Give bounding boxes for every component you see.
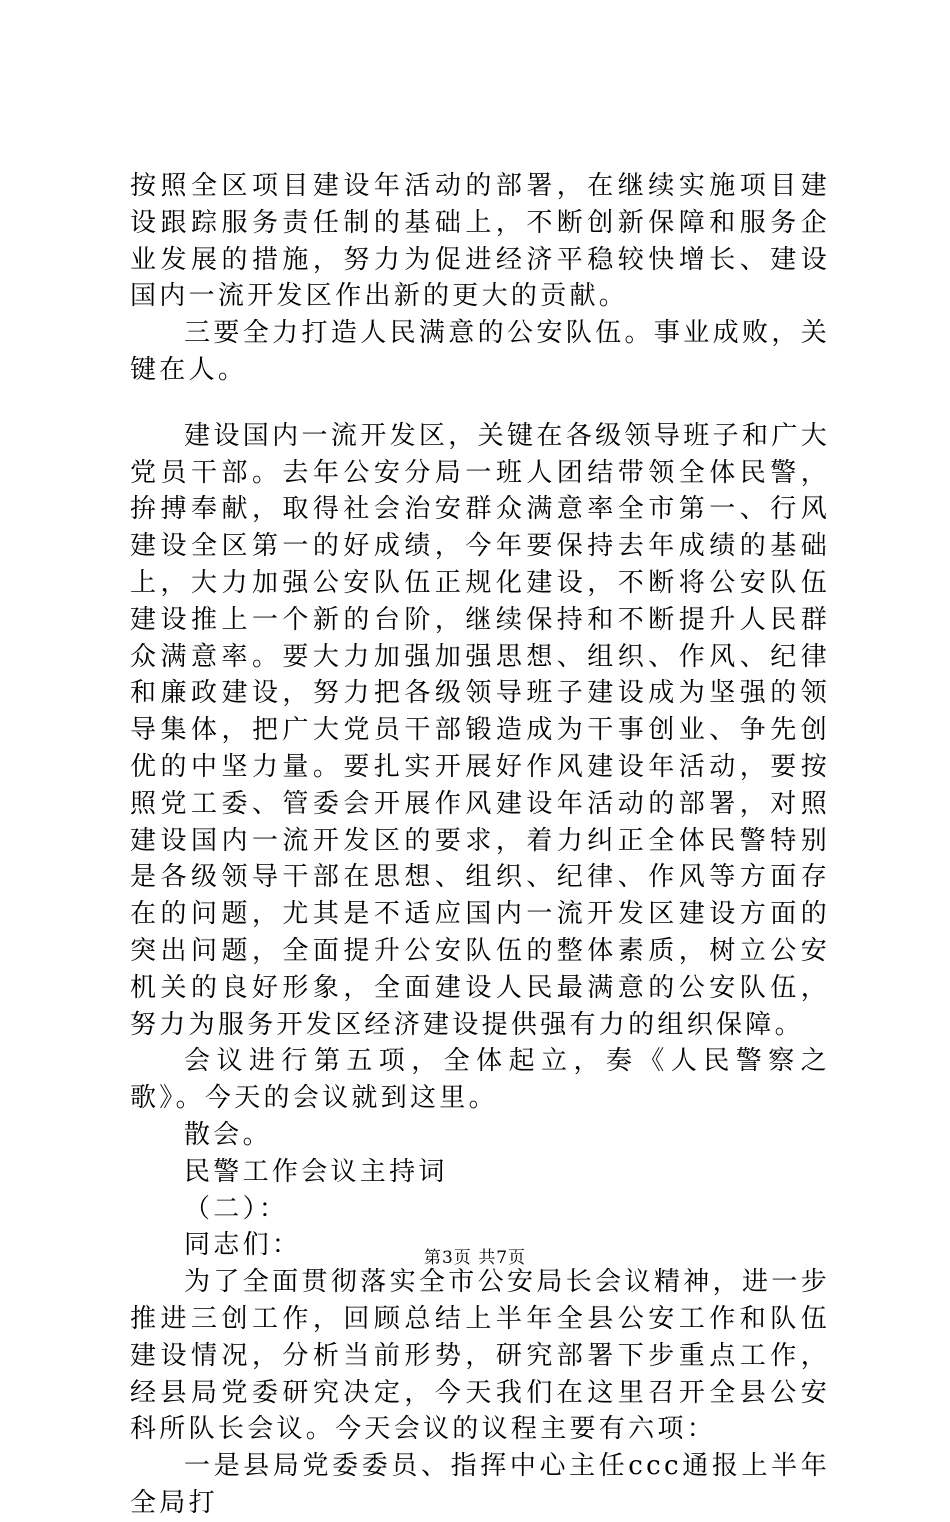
paragraph-6: 为了全面贯彻落实全市公安局长会议精神，进一步推进三创工作，回顾总结上半年全县公安工作和队伍建设情况，分析当前形势，研究部署下步重点工作，经县局党委研究决定，今天我们在这里召开全县公安科所队长会议。今天会议的议程主要有六项： bbox=[130, 1267, 830, 1445]
section-title: 民警工作会议主持词 bbox=[184, 1156, 448, 1187]
paragraph-4: 会议进行第五项，全体起立，奏《人民警察之歌》。今天的会议就到这里。 bbox=[130, 1046, 830, 1114]
section-number: （二）： bbox=[184, 1193, 289, 1224]
page-number-footer: 第3页 共7页 bbox=[423, 1248, 527, 1268]
paragraph-gap bbox=[130, 389, 830, 418]
paragraph-5: 散会。 bbox=[184, 1119, 272, 1150]
paragraph-7: 一是县局党委委员、指挥中心主任ccc通报上半年全局打 bbox=[130, 1451, 830, 1518]
document-body bbox=[130, 168, 830, 1522]
paragraph-2: 三要全力打造人民满意的公安队伍。事业成败，关键在人。 bbox=[130, 318, 830, 385]
paragraph-1: 按照全区项目建设年活动的部署，在继续实施项目建设跟踪服务责任制的基础上，不断创新保障和服务企业发展的措施，努力为促进经济平稳较快增长、建设国内一流开发区作出新的更大的贡献。 bbox=[130, 171, 830, 312]
salutation: 同志们： bbox=[184, 1230, 302, 1261]
paragraph-3: 建设国内一流开发区，关键在各级领导班子和广大党员干部。去年公安分局一班人团结带领全体民警，拚搏奉献，取得社会治安群众满意率全市第一、行风建设全区第一的好成绩，今年要保持去年成绩的基础上，大力加强公安队伍正规化建设，不断将公安队伍建设推上一个新的台阶，继续保持和不断提升人民群众满意率。要大力加强加强思想、组织、作风、纪律和廉政建设，努力把各级领导班子建设成为坚强的领导集体，把广大党员干部锻造成为干事创业、争先创优的中坚力量。要扎实开展好作风建设年活动，要按照党工委、管委会开展作风建设年活动的部署，对照建设国内一流开发区的要求，着力纠正全体民警特别是各级领导干部在思想、组织、纪律、作风等方面存在的问题，尤其是不适应国内一流开发区建设方面的突出问题，全面提升公安队伍的整体素质，树立公安机关的良好形象，全面建设人民最满意的公安队伍，努力为服务开发区经济建设提供强有力的组织保障。 bbox=[130, 420, 830, 1040]
